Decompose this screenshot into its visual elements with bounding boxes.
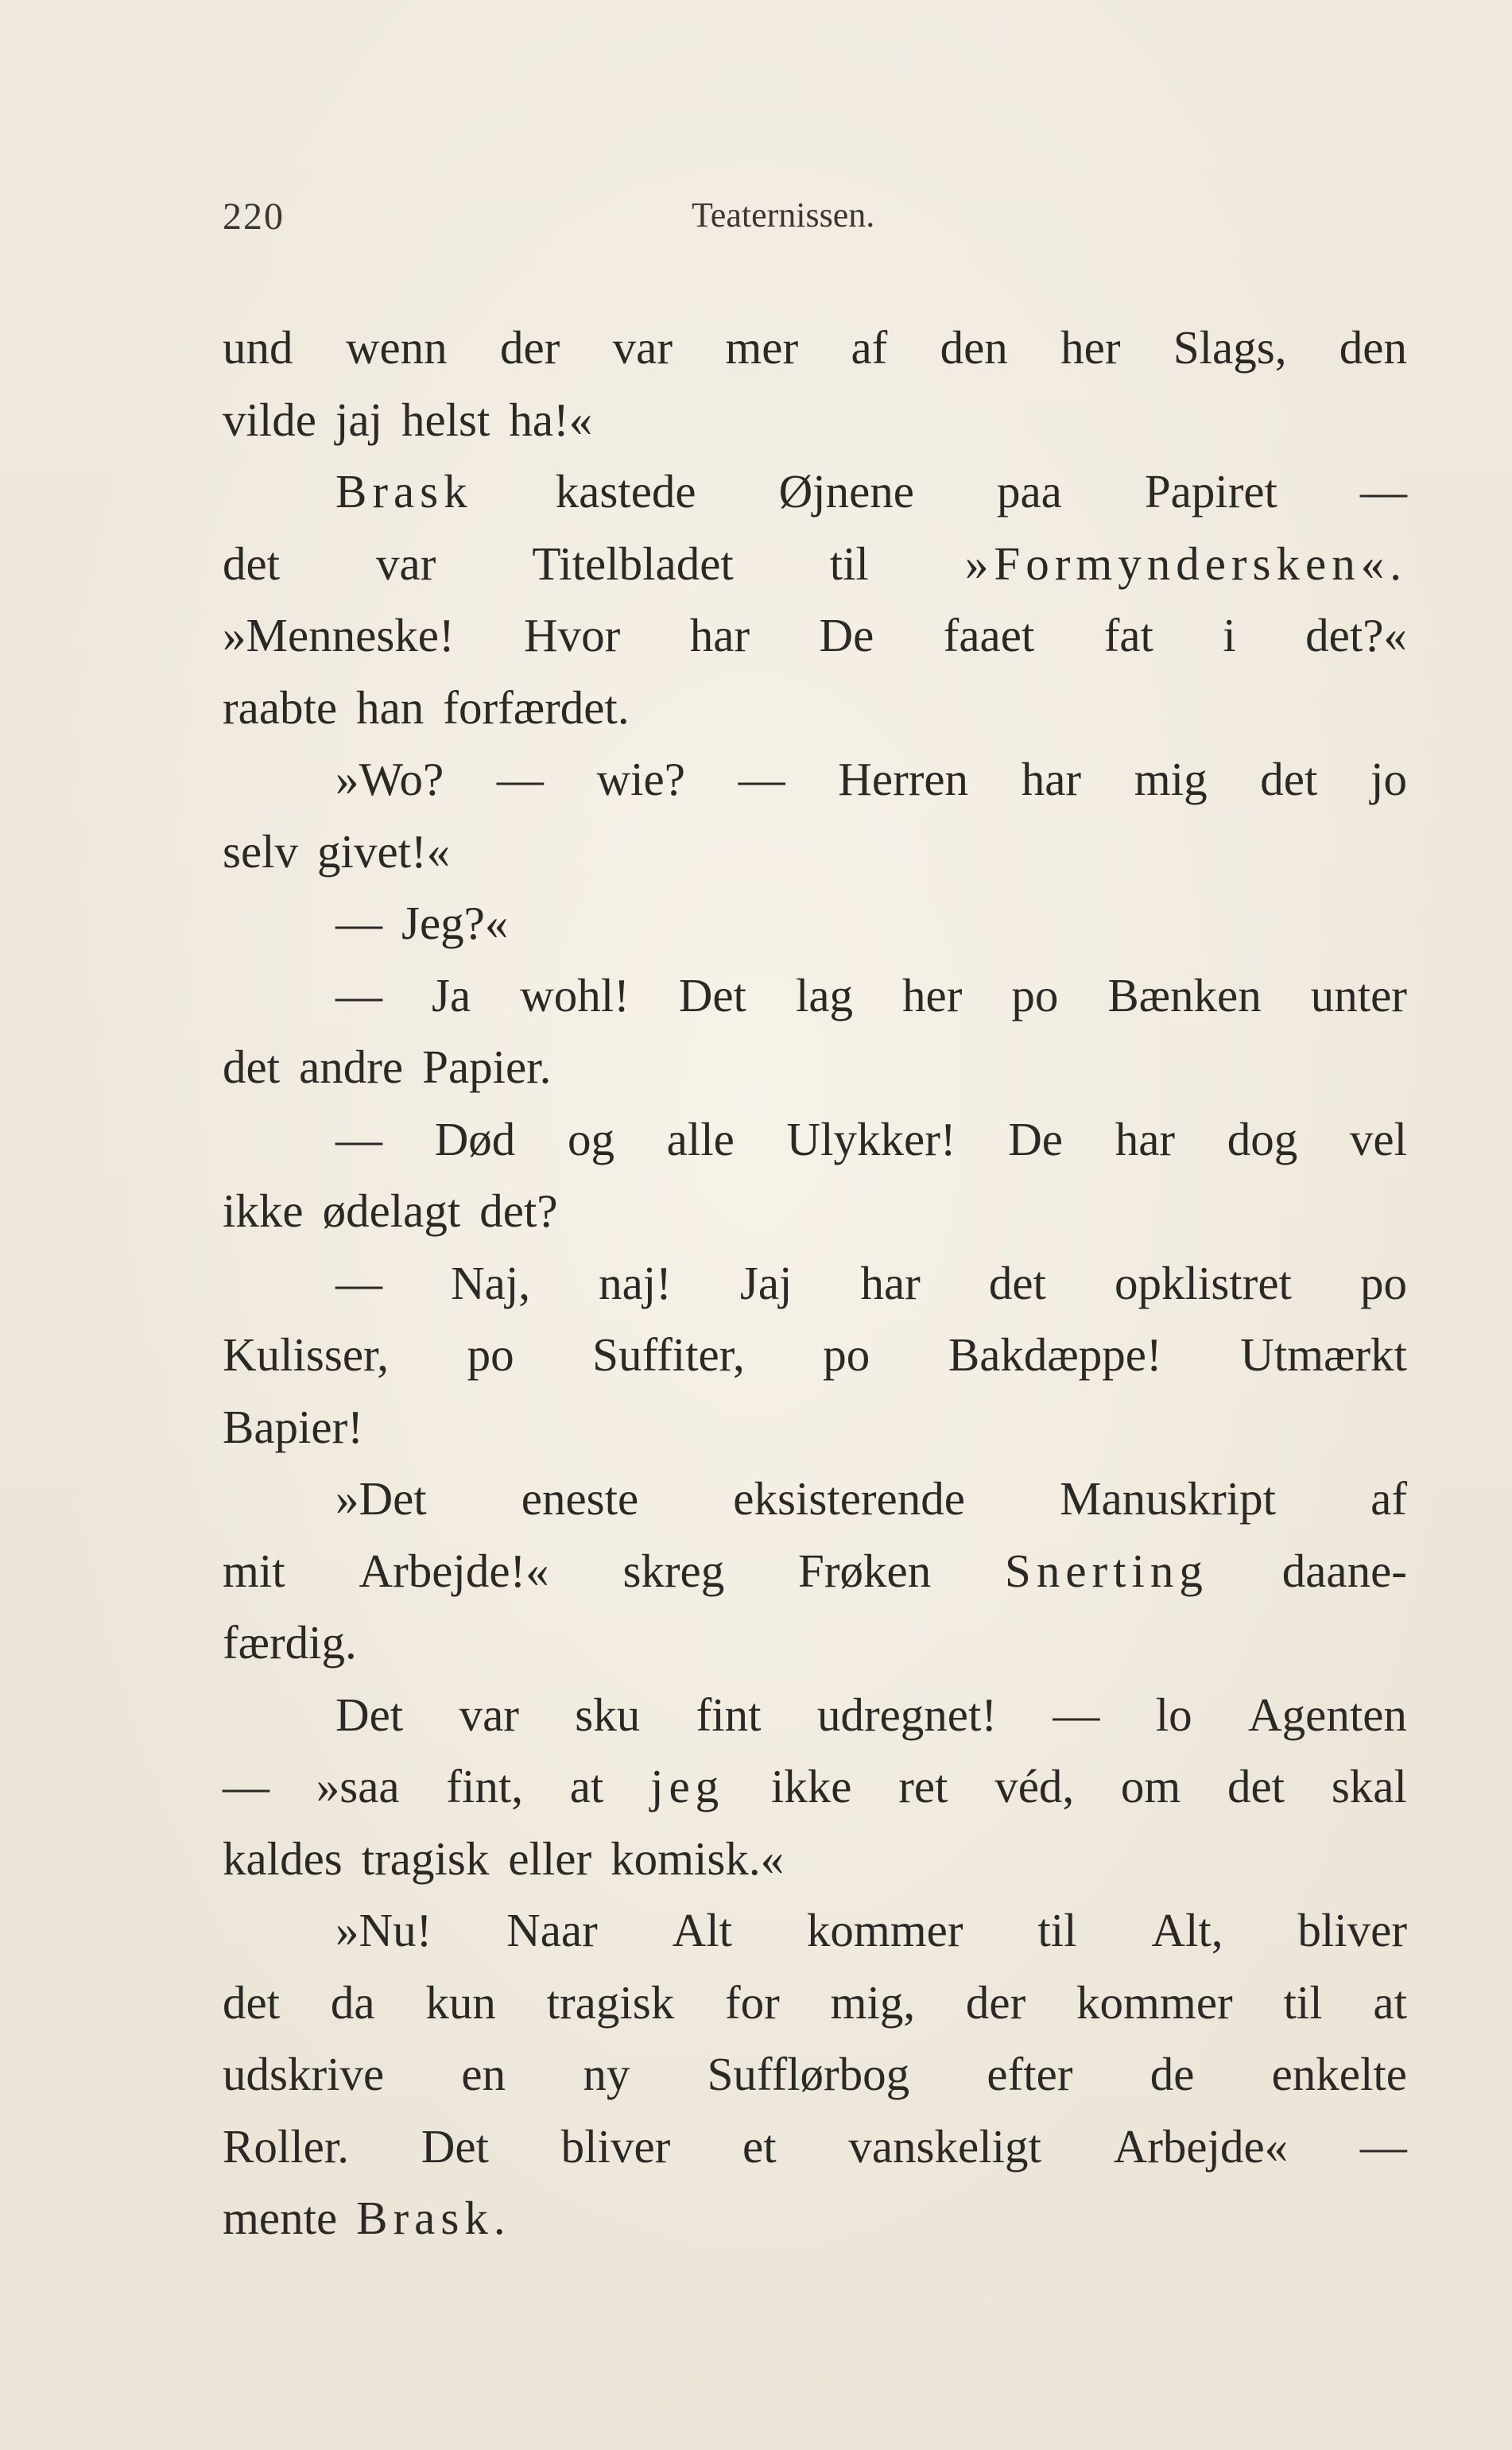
word: det	[1260, 753, 1318, 805]
word: —	[1359, 2119, 1407, 2173]
word: for	[725, 1975, 780, 2029]
word: Alt	[672, 1904, 732, 1956]
word: alle	[666, 1112, 735, 1165]
word: af	[1370, 1472, 1407, 1525]
word: der	[965, 1975, 1026, 2029]
word: —	[496, 753, 544, 805]
word: Sufflørbog	[707, 2048, 910, 2100]
word: de	[1150, 2048, 1195, 2100]
word: Herren	[838, 753, 969, 805]
word: mig	[1134, 753, 1208, 805]
word: Ja	[431, 968, 471, 1021]
word: —	[335, 1256, 382, 1309]
word: selv	[223, 824, 299, 878]
word: »saa	[316, 1760, 400, 1812]
word: Utmærkt	[1240, 1328, 1407, 1381]
word: til	[1037, 1904, 1077, 1956]
text-line	[223, 455, 1407, 528]
word: den	[1339, 321, 1407, 374]
word: po	[823, 1328, 870, 1381]
word: om	[1120, 1760, 1181, 1812]
word: til	[1283, 1975, 1323, 2029]
word: lo	[1155, 1688, 1192, 1741]
word: jaj	[335, 393, 382, 446]
word: sku	[575, 1688, 641, 1741]
page-number: 220	[223, 196, 285, 238]
word: det	[988, 1256, 1046, 1309]
word: det	[223, 1041, 281, 1093]
text-line	[223, 959, 1407, 1032]
word: faaet	[943, 609, 1035, 661]
word: til	[829, 537, 869, 590]
body-text	[223, 312, 1407, 2254]
word: det	[1227, 1760, 1285, 1812]
word: Snerting	[1005, 1544, 1208, 1597]
word: Manuskript	[1060, 1472, 1277, 1525]
word: det?	[479, 1184, 558, 1237]
word: mig,	[830, 1975, 916, 2029]
word: vilde	[223, 393, 316, 446]
word: —	[223, 1760, 269, 1812]
word: wohl!	[520, 968, 630, 1021]
word: Bapier!	[223, 1400, 363, 1453]
word: »Det	[335, 1472, 427, 1525]
word: jeg	[650, 1760, 725, 1812]
word: det?«	[1305, 609, 1407, 661]
word: har	[1021, 753, 1082, 805]
word: da	[330, 1975, 375, 2029]
word: kommer	[1076, 1975, 1233, 2029]
word: det	[223, 537, 281, 590]
word: Bakdæppe!	[948, 1328, 1162, 1381]
text-line	[223, 2182, 1407, 2254]
word: jo	[1370, 753, 1407, 805]
word: eller	[508, 1832, 592, 1885]
word: »Nu!	[335, 1904, 432, 1956]
word: Titelbladet	[532, 537, 734, 590]
word: ødelagt	[322, 1184, 461, 1237]
word: Ulykker!	[786, 1112, 956, 1165]
word: fint,	[446, 1760, 523, 1812]
word: skreg	[622, 1544, 725, 1597]
word: et	[742, 2119, 777, 2173]
word: har	[1115, 1112, 1176, 1165]
word: kastede	[555, 465, 696, 518]
word: en	[461, 2048, 506, 2100]
word: Agenten	[1248, 1688, 1407, 1741]
word: Papier.	[422, 1041, 552, 1093]
word: —	[335, 1112, 382, 1165]
text-line	[223, 312, 1407, 384]
word: unter	[1310, 968, 1407, 1021]
word: andre	[299, 1041, 404, 1093]
word: »Formyndersken«.	[964, 537, 1407, 590]
word: Arbejde!«	[359, 1544, 549, 1597]
word: daane-	[1281, 1544, 1407, 1597]
text-line	[223, 1391, 1407, 1463]
word: Kulisser,	[223, 1328, 390, 1381]
word: har	[860, 1256, 921, 1309]
word: Naar	[506, 1904, 598, 1956]
word: bliver	[560, 2119, 671, 2173]
word: wie?	[596, 753, 685, 805]
word: helst	[401, 393, 490, 446]
word: Naj,	[451, 1256, 530, 1309]
word: enkelte	[1271, 2048, 1407, 2100]
text-line	[223, 1679, 1407, 1751]
text-line	[223, 1319, 1407, 1391]
text-line	[223, 384, 1407, 456]
text-line	[223, 672, 1407, 744]
word: vanskeligt	[848, 2119, 1041, 2173]
word: Det	[678, 968, 746, 1021]
word: Det	[421, 2119, 489, 2173]
word: po	[1011, 968, 1059, 1021]
word: Alt,	[1151, 1904, 1223, 1956]
word: Jaj	[739, 1256, 793, 1309]
word: ny	[583, 2048, 630, 2100]
word: —	[335, 897, 382, 949]
word: mit	[223, 1544, 285, 1597]
text-line	[223, 743, 1407, 816]
word: raabte	[223, 680, 338, 734]
word: udregnet!	[816, 1688, 997, 1741]
word: Roller.	[223, 2119, 349, 2173]
word: Hvor	[524, 609, 621, 661]
word: bliver	[1297, 1904, 1407, 1956]
word: lag	[795, 968, 854, 1021]
word: Slags,	[1173, 321, 1287, 374]
word: her	[1060, 321, 1121, 374]
word: har	[689, 609, 750, 661]
word: var	[459, 1688, 519, 1741]
word: kommer	[806, 1904, 963, 1956]
word: —	[738, 753, 785, 805]
word: komisk.«	[611, 1832, 785, 1885]
word: Frøken	[798, 1544, 932, 1597]
word: po	[467, 1328, 514, 1381]
word: udskrive	[223, 2048, 385, 2100]
word: wenn	[345, 321, 448, 374]
word: ikke	[223, 1184, 304, 1237]
word: Arbejde«	[1113, 2119, 1289, 2173]
word: Bænken	[1107, 968, 1262, 1021]
word: tragisk	[361, 1832, 490, 1885]
word: kun	[425, 1975, 496, 2029]
text-line	[223, 2111, 1407, 2183]
word: »Menneske!	[223, 609, 455, 661]
text-line	[223, 816, 1407, 888]
text-line	[223, 1175, 1407, 1247]
word: fint	[696, 1688, 762, 1741]
word: po	[1359, 1256, 1407, 1309]
word: at	[1373, 1975, 1407, 2029]
text-line	[223, 528, 1407, 600]
word: Brask.	[356, 2192, 511, 2244]
word: han	[356, 680, 425, 734]
text-line	[223, 1463, 1407, 1535]
word: vel	[1349, 1112, 1407, 1165]
running-head	[223, 195, 1415, 250]
word: givet!«	[317, 824, 451, 878]
word: var	[612, 321, 673, 374]
word: Jeg?«	[401, 897, 509, 949]
word: Øjnene	[778, 465, 914, 518]
word: forfærdet.	[443, 680, 630, 734]
word: Brask	[335, 465, 473, 518]
word: Det	[335, 1688, 404, 1741]
word: efter	[987, 2048, 1073, 2100]
word: naj!	[599, 1256, 672, 1309]
text-line	[223, 1031, 1407, 1103]
word: af	[851, 321, 888, 374]
word: »Wo?	[335, 753, 444, 805]
word: —	[1053, 1688, 1100, 1741]
text-line	[223, 599, 1407, 672]
word: eksisterende	[733, 1472, 965, 1525]
word: i	[1223, 609, 1236, 661]
text-line	[223, 887, 1407, 959]
word: færdig.	[223, 1616, 357, 1669]
word: kaldes	[223, 1832, 343, 1885]
text-line	[223, 2038, 1407, 2111]
word: fat	[1103, 609, 1153, 661]
running-title: Teaternissen.	[692, 196, 875, 235]
text-line	[223, 1535, 1407, 1607]
word: De	[1008, 1112, 1063, 1165]
word: her	[902, 968, 963, 1021]
text-line	[223, 1607, 1407, 1679]
text-line	[223, 1750, 1407, 1823]
word: mer	[725, 321, 799, 374]
word: var	[376, 537, 436, 590]
text-line	[223, 1894, 1407, 1967]
word: véd,	[994, 1760, 1075, 1812]
text-line	[223, 1247, 1407, 1320]
word: der	[499, 321, 560, 374]
word: tragisk	[546, 1975, 675, 2029]
word: Suffiter,	[592, 1328, 745, 1381]
text-line	[223, 1967, 1407, 2039]
word: at	[569, 1760, 604, 1812]
word: eneste	[521, 1472, 639, 1525]
word: ha!«	[509, 393, 593, 446]
word: —	[335, 968, 382, 1021]
word: —	[1359, 465, 1407, 518]
word: mente	[223, 2192, 338, 2244]
word: dog	[1227, 1112, 1298, 1165]
word: og	[567, 1112, 614, 1165]
word: ikke	[770, 1760, 852, 1812]
text-line	[223, 1103, 1407, 1176]
text-line	[223, 1823, 1407, 1895]
word: det	[223, 1975, 281, 2029]
word: ret	[898, 1760, 948, 1812]
word: und	[223, 321, 293, 374]
word: Papiret	[1144, 465, 1277, 518]
word: De	[819, 609, 874, 661]
word: Død	[434, 1112, 516, 1165]
word: skal	[1331, 1760, 1407, 1812]
word: den	[940, 321, 1008, 374]
word: opklistret	[1115, 1256, 1292, 1309]
word: paa	[996, 465, 1062, 518]
